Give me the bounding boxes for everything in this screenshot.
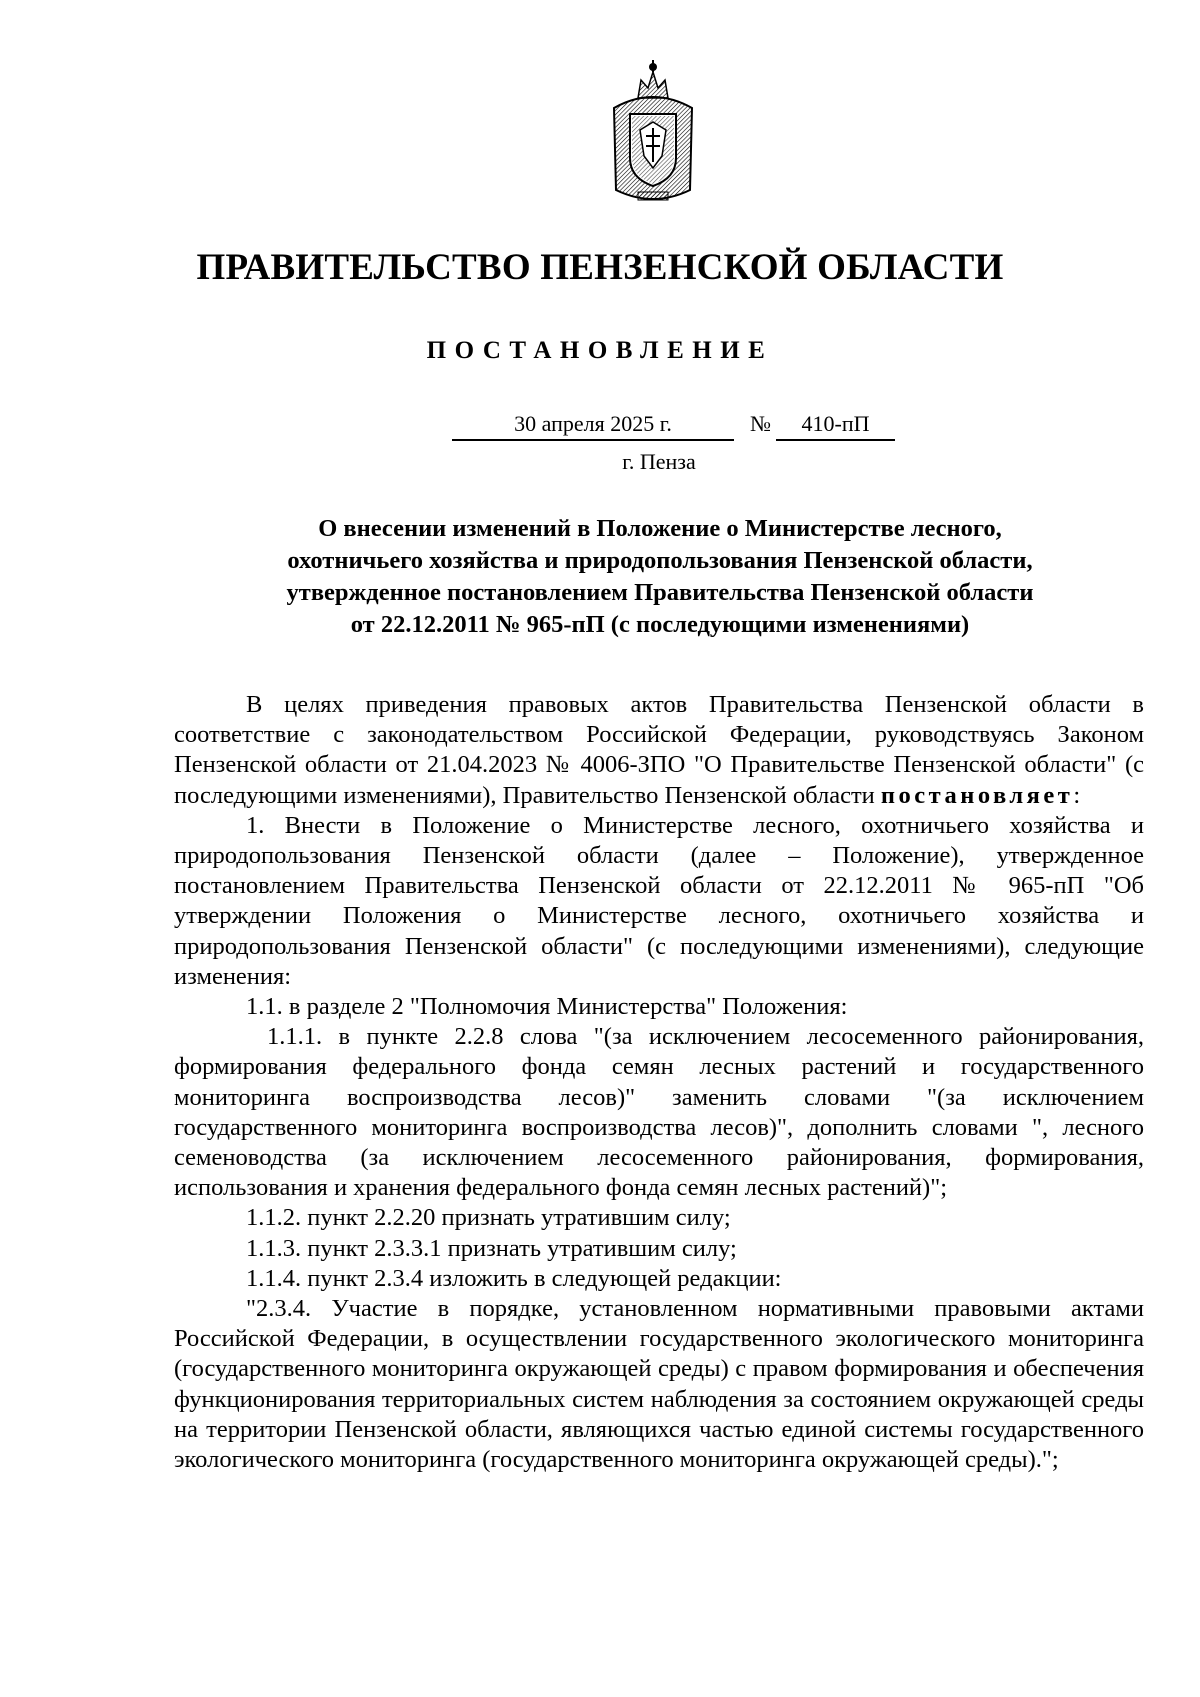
resolves-word: постановляет (880, 781, 1074, 809)
preamble-colon: : (1073, 781, 1081, 809)
government-title: ПРАВИТЕЛЬСТВО ПЕНЗЕНСКОЙ ОБЛАСТИ (196, 247, 1004, 288)
preamble-paragraph (174, 690, 1144, 811)
document-subject (160, 513, 1160, 641)
paragraph-1-1-4: 1.1.4. пункт 2.3.4 изложить в следующей редакции: (246, 1264, 782, 1292)
paragraph-1-1: 1.1. в разделе 2 "Полномочия Министерства" Положения: (246, 993, 848, 1021)
document-body (174, 690, 1144, 1475)
coat-of-arms-icon (608, 58, 698, 208)
document-type-heading: ПОСТАНОВЛЕНИЕ (426, 337, 774, 364)
subject-line: О внесении изменений в Положение о Министерстве лесного, (318, 515, 1002, 542)
subject-line: охотничьего хозяйства и природопользования Пензенской области, (287, 547, 1033, 574)
paragraph-1-1-2: 1.1.2. пункт 2.2.20 признать утратившим силу; (246, 1204, 731, 1232)
number-sign: № (750, 411, 771, 436)
paragraph-1-1-1: 1.1.1. в пункте 2.2.8 слова "(за исключением лесосеменного районирования, формирования федерального фонда семян лесных растений и государственного мониторинга воспроизводства лесов)" заменить словами "(за исключением государственного мониторинга воспроизводства лесов)", дополнить словами ", лесного семеноводства (за исключением лесосеменного районирования, формирования, использования и хранения федерального фонда семян лесных растений)"; (174, 1023, 1144, 1202)
city-label: г. Пенза (622, 449, 696, 474)
document-date: 30 апреля 2025 г. (452, 409, 734, 441)
preamble-text: В целях приведения правовых актов Правительства Пензенской области в соответствие с законодательством Российской Федерации, руководствуясь Законом Пензенской области от 21.04.2023 № 4006-ЗПО "О Правительстве Пензенской области" (с последующими изменениями), Правительство Пензенской области (174, 691, 1144, 809)
date-number-line (452, 409, 902, 441)
paragraph-1: 1. Внести в Положение о Министерстве лесного, охотничьего хозяйства и природопользования Пензенской области (далее – Положение), утвержденное постановлением Правительства Пензенской области от 22.12.2011 № 965-пП "Об утверждении Положения о Министерстве лесного, охотничьего хозяйства и природопользования Пензенской области" (с последующими изменениями), следующие изменения: (174, 811, 1144, 990)
paragraph-1-1-3: 1.1.3. пункт 2.3.3.1 признать утратившим силу; (246, 1234, 737, 1262)
subject-line: от 22.12.2011 № 965-пП (с последующими изменениями) (350, 611, 970, 638)
subject-line: утвержденное постановлением Правительства Пензенской области (286, 579, 1034, 606)
document-number: 410-пП (776, 409, 895, 441)
quoted-clause-2-3-4: "2.3.4. Участие в порядке, установленном нормативными правовыми актами Российской Федерации, в осуществлении государственного экологического мониторинга (государственного мониторинга окружающей среды) с правом формирования и обеспечения функционирования территориальных систем наблюдения за состоянием окружающей среды на территории Пензенской области, являющихся частью единой системы государственного экологического мониторинга (государственного мониторинга окружающей среды)."; (174, 1295, 1144, 1474)
